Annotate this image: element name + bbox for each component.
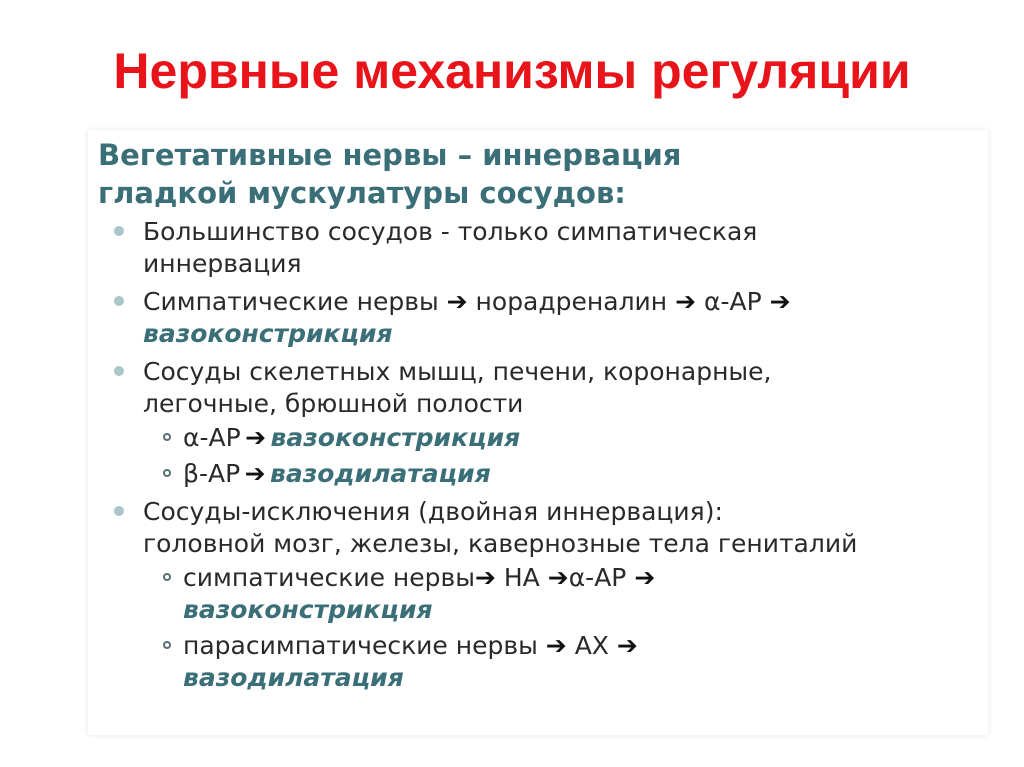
receptor-text: α-АР [183, 423, 241, 452]
sub-list [143, 562, 988, 694]
list-item [98, 286, 988, 350]
bullet-dot-icon [114, 296, 124, 306]
item-text: Симпатические нервы [143, 287, 439, 316]
arrow-right-icon: ➔ [547, 563, 569, 592]
item-text: α-АР [568, 563, 627, 592]
list-item [98, 356, 988, 490]
heading-line-2: гладкой мускулатуры сосудов: [98, 176, 626, 210]
arrow-right-icon: ➔ [769, 287, 791, 316]
item-text: АХ [574, 631, 609, 660]
item-text-line: легочные, брюшной полости [143, 389, 524, 418]
slide-title: Нервные механизмы регуляции [113, 43, 911, 99]
sub-list-item [143, 630, 988, 694]
effect-emphasis: вазодилатация [183, 663, 404, 692]
item-text-line [183, 562, 988, 594]
effect-emphasis: вазодилатация [270, 459, 491, 488]
bullet-dot-icon [114, 226, 124, 236]
arrow-right-icon: ➔ [675, 287, 697, 316]
heading-line-1: Вегетативные нервы – иннервация [98, 138, 682, 172]
bullet-circle-icon [163, 573, 171, 581]
list-item [98, 216, 988, 280]
item-text-line [183, 630, 988, 662]
item-text-line: Сосуды скелетных мышц, печени, коронарные, [143, 357, 772, 386]
item-text-line [143, 286, 988, 318]
sub-list [143, 422, 988, 490]
arrow-right-icon: ➔ [474, 563, 496, 592]
bullet-list [98, 216, 988, 694]
item-text: α-АР [704, 287, 762, 316]
effect-emphasis: вазоконстрикция [183, 595, 433, 624]
bullet-dot-icon [114, 506, 124, 516]
arrow-right-icon: ➔ [245, 423, 267, 452]
list-item [98, 496, 988, 694]
bullet-circle-icon [163, 641, 171, 649]
item-text: НА [503, 563, 540, 592]
item-text-line: Сосуды-исключения (двойная иннервация): [143, 497, 723, 526]
item-text: симпатические нервы [183, 563, 475, 592]
item-text-line: головной мозг, железы, кавернозные тела гениталий [143, 529, 858, 558]
section-heading [98, 136, 988, 212]
arrow-right-icon: ➔ [616, 631, 638, 660]
arrow-right-icon: ➔ [545, 631, 567, 660]
arrow-right-icon: ➔ [634, 563, 656, 592]
item-text: парасимпатические нервы [183, 631, 538, 660]
item-text: норадреналин [475, 287, 668, 316]
bullet-circle-icon [163, 433, 171, 441]
bullet-dot-icon [114, 366, 124, 376]
effect-emphasis: вазоконстрикция [143, 319, 393, 348]
item-text-line: иннервация [143, 249, 302, 278]
effect-emphasis: вазоконстрикция [270, 423, 521, 452]
item-text-line: Большинство сосудов - только симпатическая [143, 217, 758, 246]
bullet-circle-icon [163, 469, 171, 477]
content-panel [88, 130, 988, 735]
receptor-text: β-АР [183, 459, 241, 488]
sub-list-item [143, 422, 988, 454]
sub-list-item [143, 458, 988, 490]
arrow-right-icon: ➔ [446, 287, 468, 316]
arrow-right-icon: ➔ [244, 459, 266, 488]
sub-list-item [143, 562, 988, 626]
